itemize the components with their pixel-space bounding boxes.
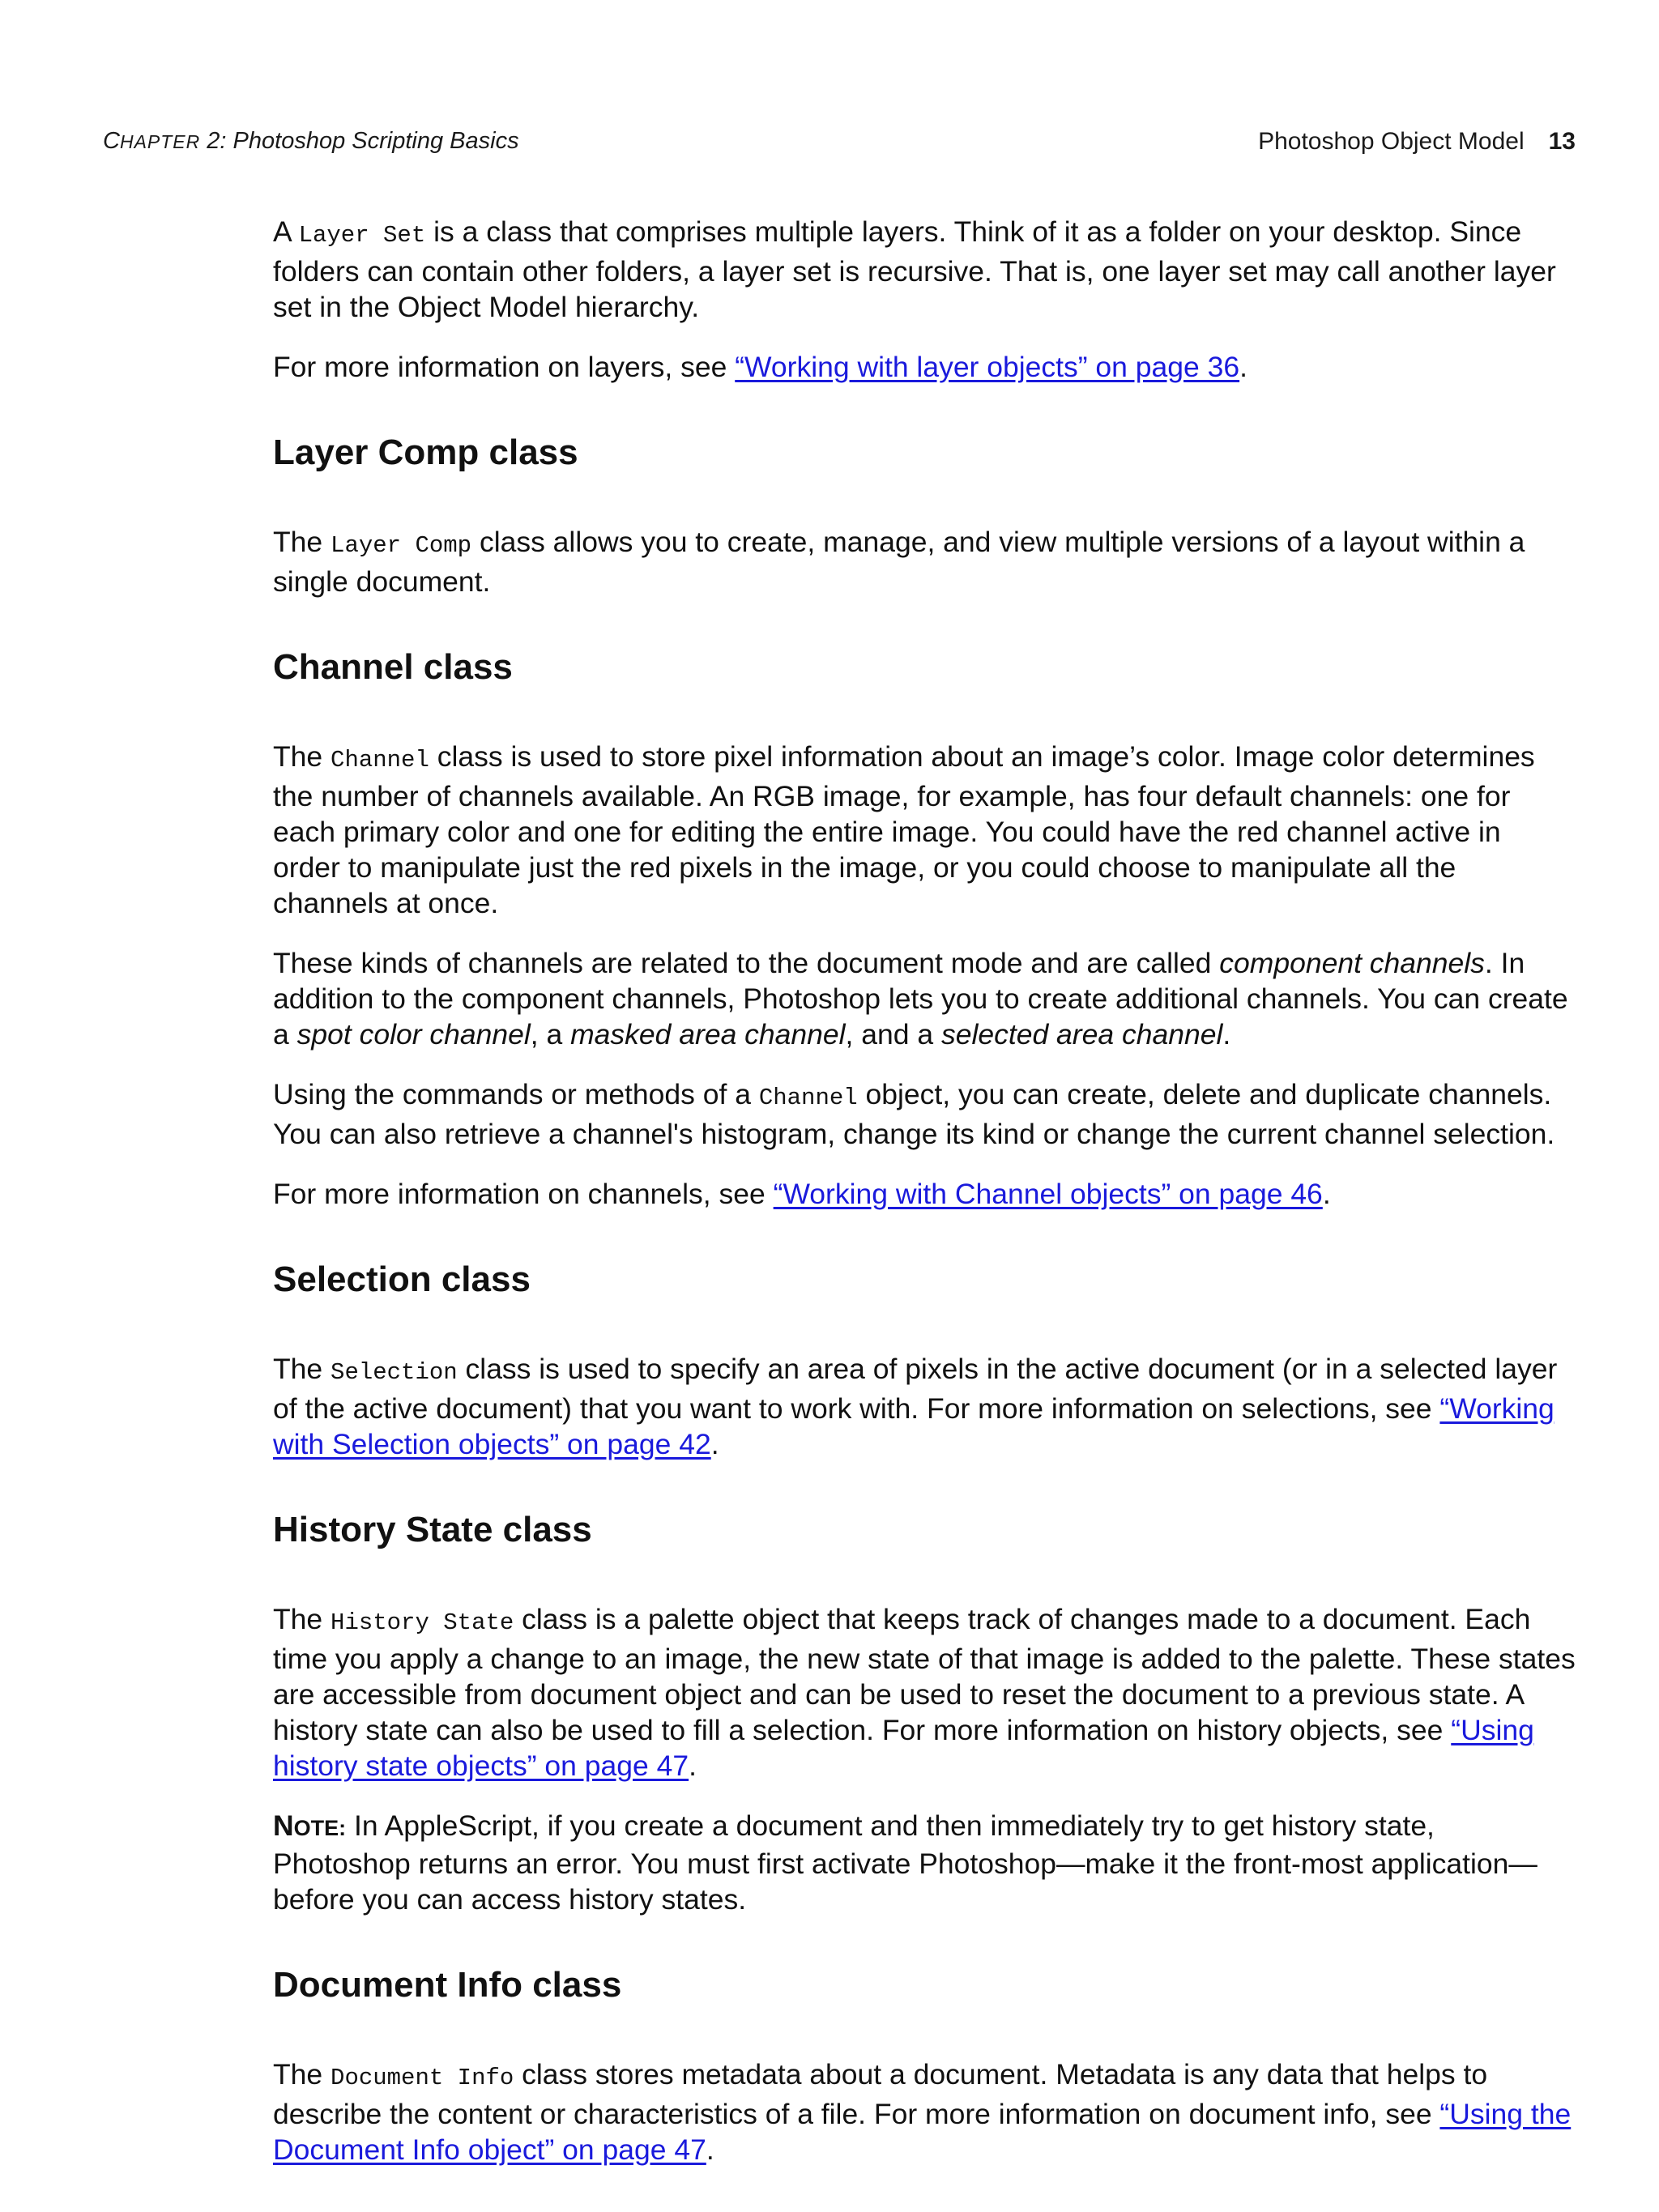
code-term: Layer Comp bbox=[331, 532, 472, 559]
text-run: . bbox=[710, 1428, 719, 1460]
note-text: In AppleScript, if you create a document and then immediately try to get history state, Photoshop returns an error. You must first activate Photoshop—make it the front-most application—before you can access history states. bbox=[273, 1809, 1537, 1916]
heading-document-info-class: Document Info class bbox=[273, 1965, 622, 2005]
link-using-history-state-objects[interactable]: “Using history state objects” on page 47 bbox=[273, 1714, 1534, 1782]
code-term: Document Info bbox=[331, 2065, 514, 2091]
link-working-with-layer-objects[interactable]: “Working with layer objects” on page 36 bbox=[735, 351, 1240, 383]
text-run: For more information on channels, see bbox=[273, 1178, 774, 1210]
text-run: . bbox=[1322, 1178, 1331, 1210]
text-run: class is a palette object that keeps track of changes made to a document. Each time you apply a change to an image, the new state of that image is added to the palette. These states are accessible from document object and can be used to reset the document to a previous state. A history state can also be used to fill a selection. For more information on history objects, see bbox=[273, 1603, 1576, 1746]
history-state-paragraph bbox=[273, 1601, 1576, 1784]
text-run: . bbox=[1222, 1018, 1231, 1051]
layer-set-more-info bbox=[273, 349, 1576, 385]
text-run: . bbox=[706, 2133, 714, 2166]
text-run: class is used to specify an area of pixels in the active document (or in a selected layer of the active document) that you want to work with. For more information on selections, see bbox=[273, 1353, 1558, 1425]
text-run: The bbox=[273, 526, 331, 558]
heading-channel-class: Channel class bbox=[273, 647, 513, 687]
channel-more-info bbox=[273, 1176, 1576, 1212]
code-term: Layer Set bbox=[298, 222, 426, 249]
heading-history-state-class: History State class bbox=[273, 1510, 592, 1549]
text-run: These kinds of channels are related to the document mode and are called bbox=[273, 947, 1220, 979]
heading-layer-comp-class: Layer Comp class bbox=[273, 433, 578, 472]
chapter-title: 2: Photoshop Scripting Basics bbox=[200, 128, 519, 154]
link-working-with-channel-objects[interactable]: “Working with Channel objects” on page 46 bbox=[773, 1178, 1323, 1210]
running-header-section bbox=[1258, 128, 1576, 156]
note-label-rest: OTE: bbox=[293, 1816, 347, 1840]
channel-paragraph-1 bbox=[273, 739, 1576, 921]
text-run: . bbox=[689, 1750, 697, 1782]
emphasis: selected area channel bbox=[940, 1018, 1223, 1051]
text-run: . bbox=[1239, 351, 1247, 383]
text-run: . In addition to the component channels, Photoshop lets you to create additional channels. You can create a bbox=[273, 947, 1568, 1051]
heading-selection-class: Selection class bbox=[273, 1259, 531, 1299]
text-run: The bbox=[273, 1353, 331, 1385]
text-run: For more information on layers, see bbox=[273, 351, 736, 383]
text-run: Using the commands or methods of a bbox=[273, 1078, 759, 1110]
note-label bbox=[273, 1809, 346, 1842]
text-run: A bbox=[273, 215, 299, 248]
page-number: 13 bbox=[1548, 128, 1576, 155]
history-state-note bbox=[273, 1808, 1576, 1917]
channel-paragraph-3 bbox=[273, 1076, 1576, 1152]
link-working-with-selection-objects[interactable]: “Working with Selection objects” on page 42 bbox=[273, 1392, 1555, 1460]
note-label-n: N bbox=[273, 1809, 294, 1842]
text-run: The bbox=[273, 2058, 331, 2091]
text-run: , a bbox=[530, 1018, 571, 1051]
chapter-rest: HAPTER bbox=[119, 131, 201, 152]
text-run: class stores metadata about a document. Metadata is any data that helps to describe the content or characteristics of a file. For more information on document info, see bbox=[273, 2058, 1488, 2130]
chapter-prefix: C bbox=[103, 128, 120, 154]
emphasis: spot color channel bbox=[296, 1018, 531, 1051]
text-run: The bbox=[273, 1603, 331, 1635]
selection-paragraph bbox=[273, 1351, 1576, 1462]
link-using-document-info-object[interactable]: “Using the Document Info object” on page 47 bbox=[273, 2098, 1572, 2166]
text-run: The bbox=[273, 740, 331, 773]
document-info-paragraph bbox=[273, 2056, 1576, 2167]
code-term: Selection bbox=[331, 1359, 458, 1386]
emphasis: component channels bbox=[1219, 947, 1485, 979]
text-run: class is used to store pixel information about an image’s color. Image color determines the number of channels available. An RGB image, for example, has four default channels: one for each primary color and one for editing the entire image. You could have the red channel active in order to manipulate just the red pixels in the image, or you could choose to manipulate all the channels at once. bbox=[273, 740, 1535, 919]
emphasis: masked area channel bbox=[570, 1018, 846, 1051]
main-content bbox=[273, 214, 1576, 2192]
layer-set-paragraph bbox=[273, 214, 1576, 325]
text-run: , and a bbox=[845, 1018, 941, 1051]
channel-paragraph-2 bbox=[273, 945, 1576, 1052]
code-term: History State bbox=[331, 1609, 514, 1636]
running-header-chapter bbox=[103, 128, 519, 155]
text-run: is a class that comprises multiple layers. Think of it as a folder on your desktop. Since folders can contain other folders, a layer set is recursive. That is, one layer set may call another layer set in the Object Model hierarchy. bbox=[273, 215, 1556, 323]
layer-comp-paragraph bbox=[273, 524, 1576, 599]
code-term: Channel bbox=[758, 1085, 858, 1111]
code-term: Channel bbox=[331, 747, 429, 774]
section-title: Photoshop Object Model bbox=[1258, 128, 1525, 155]
text-run: class allows you to create, manage, and view multiple versions of a layout within a single document. bbox=[273, 526, 1525, 598]
text-run: object, you can create, delete and duplicate channels. You can also retrieve a channel's histogram, change its kind or change the current channel selection. bbox=[273, 1078, 1555, 1150]
